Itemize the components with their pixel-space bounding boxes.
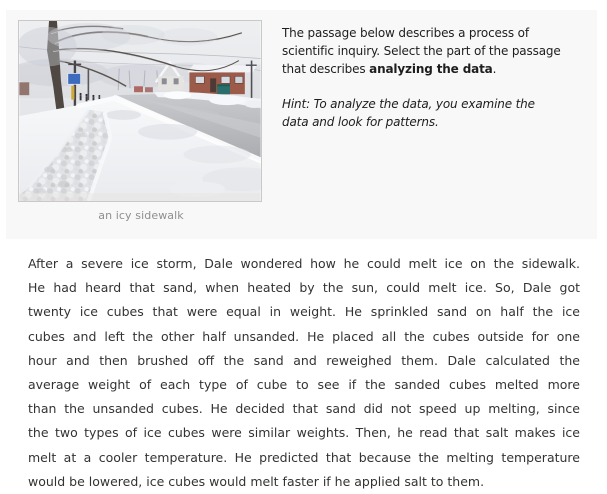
passage-line[interactable]: He had heard that sand, when heated by the sun, could melt ice. So, Dale got bbox=[28, 280, 580, 296]
instruction-line-3: that describes analyzing the data. bbox=[282, 62, 497, 76]
passage-line[interactable]: average weight of each type of cube to see if the sanded cubes melted more bbox=[28, 376, 580, 392]
figure bbox=[18, 20, 264, 222]
passage-line[interactable]: hour and then brushed off the sand and reweighed them. Dale calculated the bbox=[28, 352, 580, 368]
passage-line[interactable]: than the unsanded cubes. He decided that sand did not speed up melting, since bbox=[28, 401, 580, 417]
instruction-line-1: The passage below describes a process of bbox=[282, 26, 529, 40]
instruction-line-2: scientific inquiry. Select the part of the passage bbox=[282, 44, 561, 58]
passage-line[interactable]: After a severe ice storm, Dale wondered how he could melt ice on the sidewalk. bbox=[28, 256, 580, 271]
hint-line-2: data and look for patterns. bbox=[282, 115, 439, 129]
bold-task-phrase: analyzing the data bbox=[369, 62, 493, 76]
hint-text bbox=[282, 95, 600, 131]
passage-line[interactable]: melt at a cooler temperature. He predicted that because the melting temperature bbox=[28, 449, 580, 465]
passage-line[interactable]: would be lowered, ice cubes would melt faster if he applied salt to them. bbox=[28, 473, 485, 489]
question-panel bbox=[6, 10, 597, 239]
passage[interactable] bbox=[28, 252, 580, 494]
instruction-text bbox=[282, 24, 600, 131]
photo-caption: an icy sidewalk bbox=[98, 209, 184, 222]
passage-line[interactable]: twenty ice cubes that were equal in weight. He sprinkled sand on half the ice bbox=[28, 304, 580, 320]
icy-sidewalk-photo bbox=[18, 20, 262, 202]
hint-line-1: Hint: To analyze the data, you examine the bbox=[282, 97, 535, 111]
passage-line[interactable]: cubes and left the other half unsanded. He placed all the cubes outside for one bbox=[28, 328, 580, 344]
passage-line[interactable]: the two types of ice cubes were similar weights. Then, he read that salt makes ice bbox=[28, 425, 580, 441]
